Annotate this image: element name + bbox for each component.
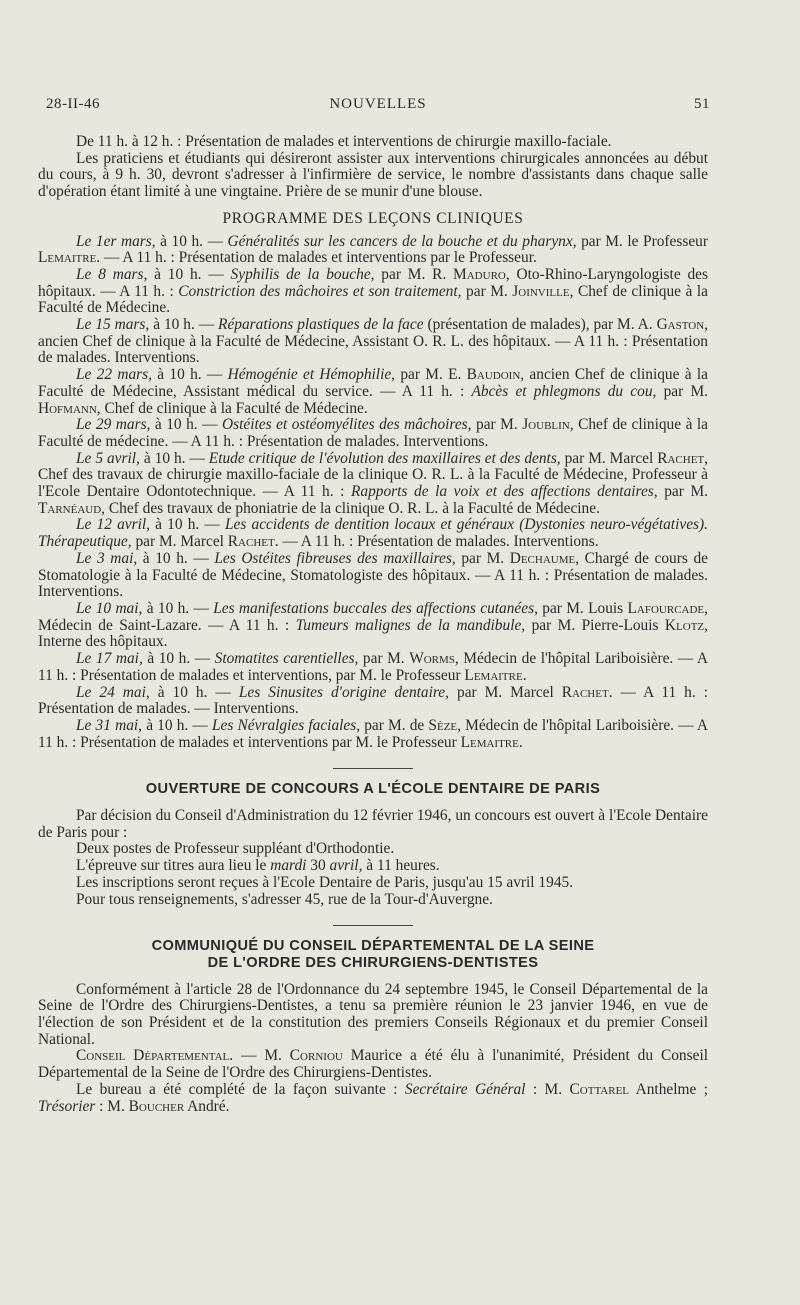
lecture-entry: Le 22 mars, à 10 h. — Hémogénie et Hémophilie, par M. E. Baudoin, ancien Chef de clinique à la Faculté de Médecine, Assistant médical du service. — A 11 h. : Abcès et phlegmons du cou, par M. Hofmann, Chef de clinique à la Faculté de Médecine.	[38, 366, 708, 417]
intro-paragraph: De 11 h. à 12 h. : Présentation de malades et interventions de chirurgie maxillo-faciale.	[76, 133, 612, 150]
lecture-entry: Le 17 mai, à 10 h. — Stomatites carentielles, par M. Worms, Médecin de l'hôpital Lariboisière. — A 11 h. : Présentation de malades et interventions, par M. le Professeur Lemaitre.	[38, 650, 708, 684]
concours-paragraph: L'épreuve sur titres aura lieu le mardi 30 avril, à 11 heures.	[76, 857, 440, 875]
concours-heading: OUVERTURE DE CONCOURS A L'ÉCOLE DENTAIRE DE PARIS	[145, 781, 601, 798]
lecture-entry: Le 1er mars, à 10 h. — Généralités sur les cancers de la bouche et du pharynx, par M. le Professeur Lemaitre. — A 11 h. : Présentation de malades et interventions par le Professeur.	[38, 232, 708, 267]
lecture-entry: Le 3 mai, à 10 h. — Les Ostéites fibreuses des maxillaires, par M. Dechaume, Chargé de cours de Stomatologie à la Faculté de Médecine, Stomatologiste des hôpitaux. — A 11 h. : Présentation de malades. Interventions.	[38, 549, 708, 601]
communique-heading: COMMUNIQUÉ DU CONSEIL DÉPARTEMENTAL DE LA SEINE	[151, 938, 595, 955]
lecture-entry: Le 5 avril, à 10 h. — Etude critique de l'évolution des maxillaires et des dents, par M. Marcel Rachet, Chef des travaux de chirurgie maxillo-faciale de la clinique O. R. L. à la Faculté de Médecine, Professeur à l'Ecole Dentaire Odontotechnique. — A 11 h. : Rapports de la voix et des affections dentaires, par M. Tarnéaud, Chef des travaux de phoniatrie de la clinique O. R. L. à la Faculté de Médecine.	[38, 449, 708, 517]
section-divider	[333, 768, 413, 769]
concours-paragraph: Par décision du Conseil d'Administration du 12 février 1946, un concours est ouvert à l'Ecole Dentaire de Paris pour :	[38, 807, 708, 841]
lecture-entry: Le 12 avril, à 10 h. — Les accidents de dentition locaux et généraux (Dystonies neuro-végétatives). Thérapeutique, par M. Marcel Rachet. — A 11 h. : Présentation de malades. Interventions.	[38, 516, 708, 551]
intro-paragraph: Les praticiens et étudiants qui désireront assister aux interventions chirurgicales annoncées au début du cours, à 9 h. 30, devront s'adresser à l'infirmière de service, le nombre d'assistants dans chaque salle d'opération étant limité à une vingtaine. Prière de se munir d'une blouse.	[38, 149, 708, 201]
concours-paragraph: Deux postes de Professeur suppléant d'Orthodontie.	[76, 840, 395, 858]
lecture-entry: Le 29 mars, à 10 h. — Ostéites et ostéomyélites des mâchoires, par M. Joublin, Chef de clinique à la Faculté de médecine. — A 11 h. : Présentation de malades. Interventions.	[38, 416, 708, 450]
header-date: 28-II-46	[46, 96, 100, 112]
programme-heading: PROGRAMME DES LEÇONS CLINIQUES	[222, 209, 524, 227]
concours-paragraph: Les inscriptions seront reçues à l'Ecole Dentaire de Paris, jusqu'au 15 avril 1945.	[76, 873, 574, 891]
lecture-entry: Le 31 mai, à 10 h. — Les Névralgies faciales, par M. de Sèze, Médecin de l'hôpital Lariboisière. — A 11 h. : Présentation de malades et interventions par M. le Professeur Lemaitre.	[38, 716, 708, 751]
lecture-entry: Le 15 mars, à 10 h. — Réparations plastiques de la face (présentation de malades), par M. A. Gaston, ancien Chef de clinique à la Faculté de Médecine, Assistant O. R. L. des hôpitaux. — A 11 h. : Présentation de malades. Interventions.	[38, 316, 708, 367]
lecture-entry: Le 10 mai, à 10 h. — Les manifestations buccales des affections cutanées, par M. Louis Lafourcade, Médecin de Saint-Lazare. — A 11 h. : Tumeurs malignes de la mandibule, par M. Pierre-Louis Klotz, Interne des hôpitaux.	[38, 599, 708, 651]
concours-paragraph: Pour tous renseignements, s'adresser 45, rue de la Tour-d'Auvergne.	[76, 890, 493, 908]
lecture-entry: Le 8 mars, à 10 h. — Syphilis de la bouche, par M. R. Maduro, Oto-Rhino-Laryngologiste des hôpitaux. — A 11 h. : Constriction des mâchoires et son traitement, par M. Joinville, Chef de clinique à la Faculté de Médecine.	[38, 265, 708, 317]
page-body	[38, 134, 708, 1115]
communique-subheading: DE L'ORDRE DES CHIRURGIENS-DENTISTES	[207, 954, 539, 971]
lecture-entry: Le 24 mai, à 10 h. — Les Sinusites d'origine dentaire, par M. Marcel Rachet. — A 11 h. : Présentation de malades. — Interventions.	[38, 683, 708, 718]
communique-paragraph: Le bureau a été complété de la façon suivante : Secrétaire Général : M. Cottarel Anthelme ; Trésorier : M. Boucher André.	[38, 1080, 708, 1115]
section-divider	[333, 925, 413, 926]
page-number: 51	[694, 96, 710, 112]
communique-paragraph: Conformément à l'article 28 de l'Ordonnance du 24 septembre 1945, le Conseil Départemental de la Seine de l'Ordre des Chirurgiens-Dentistes, a tenu sa première réunion le 23 janvier 1946, en vue de l'élection de son Président et de la constitution des premiers Conseils Régionaux et du premier Conseil National.	[38, 980, 708, 1048]
header-title: NOUVELLES	[329, 96, 427, 112]
running-header	[46, 96, 710, 116]
communique-paragraph: Conseil Départemental. — M. Corniou Maurice a été élu à l'unanimité, Président du Conseil Départemental de la Seine de l'Ordre des Chirurgiens-Dentistes.	[38, 1047, 708, 1082]
